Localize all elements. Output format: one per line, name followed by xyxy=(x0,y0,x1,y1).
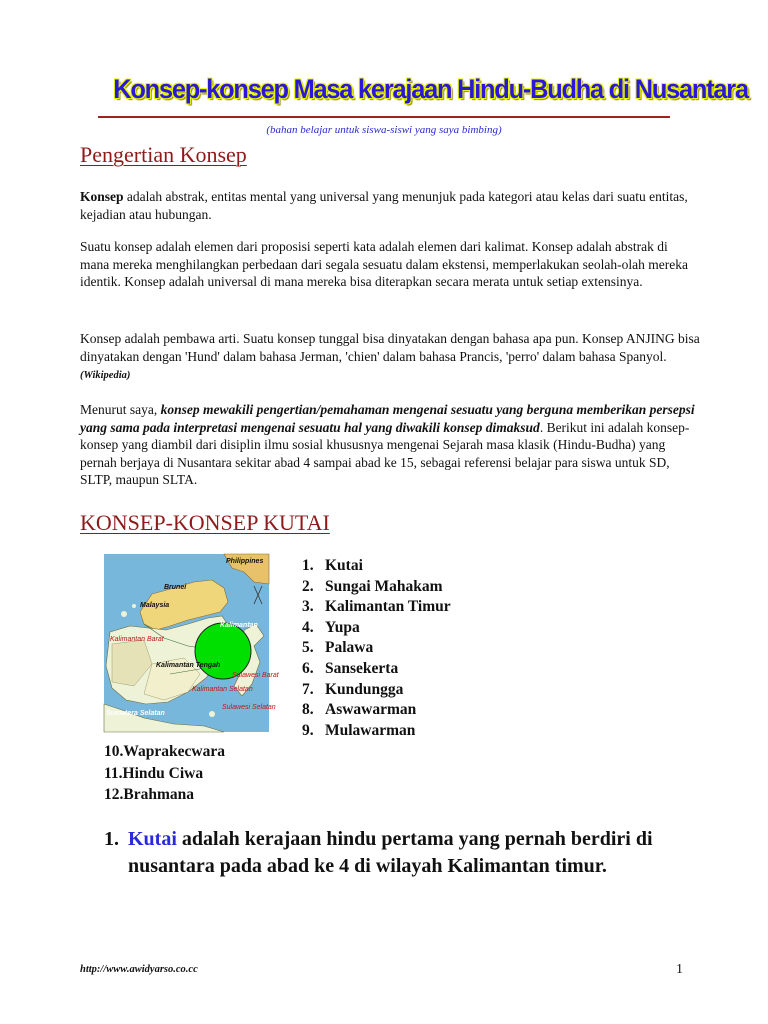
page-number: 1 xyxy=(676,962,683,977)
point-1-text: adalah kerajaan hindu pertama yang pernah berdiri di nusantara pada abad ke 4 di wilayah Kalimantan timur. xyxy=(128,828,653,877)
list-item: 12.Brahmana xyxy=(104,786,194,803)
list-item: 1. Kutai xyxy=(302,557,363,574)
paragraph-2: Suatu konsep adalah elemen dari proposisi seperti kata adalah elemen dari kalimat. Konsep adalah abstrak di mana mereka menghilangkan perbedaan dari segala sesuatu dalam ekstensi, memperlakukan seolah-olah mereka identik. Konsep adalah universal di mana mereka bisa diterapkan secara merata untuk setiap extensinya. xyxy=(80,239,689,289)
list-item: 6. Sansekerta xyxy=(302,659,399,677)
kalimantan-map xyxy=(104,554,279,732)
map-label-kalteng: Kalimantan Tengah xyxy=(156,662,221,669)
list-item: 7. Kundungga xyxy=(302,680,404,698)
map-label-sumsel: Sumatera Selatan xyxy=(106,710,165,717)
paragraph-4 xyxy=(80,401,700,489)
title-banner xyxy=(96,74,748,105)
list-item: 8. Aswawarman xyxy=(302,701,417,719)
list-item: 9. Mulawarman xyxy=(302,721,416,739)
point-1-kutai xyxy=(104,826,664,880)
list-item: 4. Yupa xyxy=(302,618,360,636)
map-label-kalbar: Kalimantan Barat xyxy=(110,636,164,643)
map-label-sulbar: Sulawesi Barat xyxy=(232,672,279,679)
paragraph-4-text: . Berikut ini adalah konsep-konsep yang diambil dari disiplin ilmu sosial khususnya mengenai Sejarah masa klasik (Hindu-Budha) yang pernah berjaya di Nusantara sekitar abad 4 sampai abad ke 15, sebagai referensi belajar para siswa untuk SD, SLTP, maupun SLTA. xyxy=(80,419,690,487)
map-label-malaysia: Malaysia xyxy=(140,602,170,609)
heading-pengertian-konsep: Pengertian Konsep xyxy=(80,142,247,167)
point-1-keyword: Kutai xyxy=(128,828,177,850)
list-item: 10.Waprakecwara xyxy=(104,743,225,760)
heading-konsep-kutai: KONSEP-KONSEP KUTAI xyxy=(80,510,330,535)
point-1-number: 1. xyxy=(104,828,119,850)
map-label-kalsel: Kalimantan Selatan xyxy=(192,686,253,693)
paragraph-3-text: Konsep adalah pembawa arti. Suatu konsep tunggal bisa dinyatakan dengan bahasa apa pun. Konsep ANJING bisa dinyatakan dengan 'Hund' dalam bahasa Jerman, 'chien' dalam bahasa Prancis, 'perro' dalam bahasa Spanyol. xyxy=(80,331,700,364)
paragraph-4-emphasis: konsep mewakili pengertian/pemahaman mengenai sesuatu yang berguna memberikan persepsi yang sama pada interpretasi mengenai sesuatu hal yang diwakili konsep dimaksud xyxy=(80,402,695,435)
kutai-concept-list-continued xyxy=(104,741,225,806)
document-subtitle: (bahan belajar untuk siswa-siswi yang saya bimbing) xyxy=(266,124,502,136)
list-item: 2. Sungai Mahakam xyxy=(302,577,443,595)
paragraph-4-intro: Menurut saya, xyxy=(80,402,161,417)
map-label-sulsel: Sulawesi Selatan xyxy=(222,704,276,711)
kutai-concept-list xyxy=(302,556,451,741)
list-item: 5. Palawa xyxy=(302,639,374,657)
footer-url: http://www.awidyarso.co.cc xyxy=(80,964,198,975)
map-label-philippines: Philippines xyxy=(226,558,264,565)
kutai-location-marker xyxy=(195,623,251,679)
paragraph-1 xyxy=(80,188,700,223)
map-label-kaltim: Kalimantan xyxy=(220,622,258,629)
term-konsep: Konsep xyxy=(80,189,124,204)
source-wikipedia: (Wikipedia) xyxy=(80,370,131,381)
document-title: Konsep-konsep Masa kerajaan Hindu-Budha di Nusantara xyxy=(113,74,748,104)
list-item: 3. Kalimantan Timur xyxy=(302,598,451,616)
paragraph-1-text: adalah abstrak, entitas mental yang universal yang menunjuk pada kategori atau kelas dari suatu entitas, kejadian atau hubungan. xyxy=(80,189,688,222)
paragraph-3 xyxy=(80,330,700,385)
map-label-brunei: Brunei xyxy=(164,584,187,591)
title-rule xyxy=(98,116,670,118)
list-item: 11.Hindu Ciwa xyxy=(104,764,204,782)
